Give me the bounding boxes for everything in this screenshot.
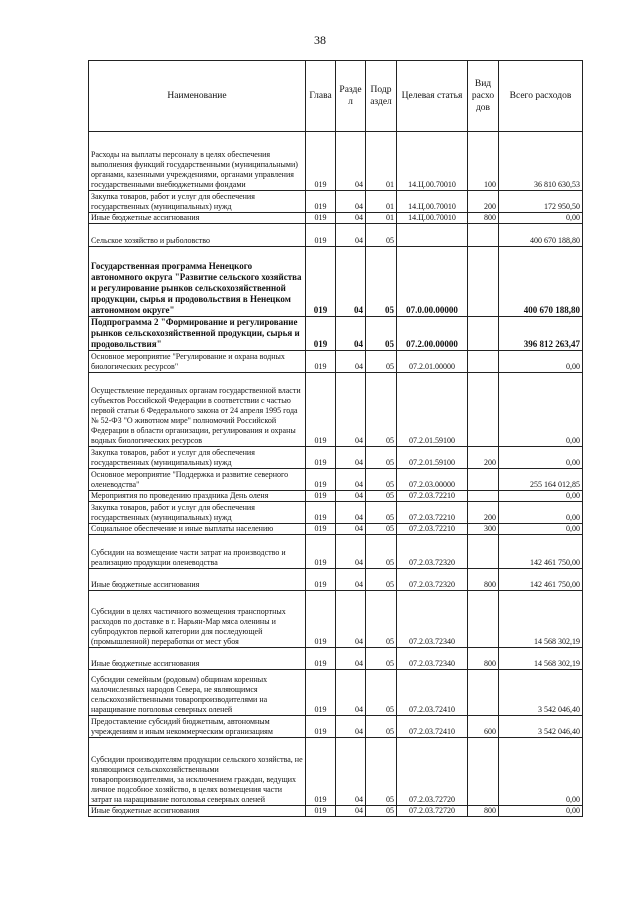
cell-vid: 800	[468, 648, 499, 670]
cell-total: 3 542 046,40	[499, 716, 583, 738]
cell-total: 0,00	[499, 351, 583, 373]
table-row	[89, 317, 583, 351]
cell-glava: 019	[306, 213, 336, 224]
cell-name: Основное мероприятие "Регулирование и охрана водных биологических ресурсов"	[89, 351, 306, 373]
cell-total: 0,00	[499, 524, 583, 535]
cell-glava: 019	[306, 648, 336, 670]
budget-table	[88, 60, 583, 817]
header-total: Всего расходов	[499, 61, 583, 132]
cell-total: 0,00	[499, 738, 583, 806]
cell-razdel: 04	[336, 535, 366, 569]
cell-name: Осуществление переданных органам государственной власти субъектов Российской Федерации в соответствии с частью первой статьи 6 Федерального закона от 24 апреля 1995 года № 52-ФЗ "О животном мире" полномочий Российской Федерации в области организации, регулирования и охраны водных биологических ресурсов	[89, 373, 306, 447]
cell-total: 400 670 188,80	[499, 224, 583, 247]
cell-podrazdel: 05	[366, 535, 397, 569]
cell-target	[397, 224, 468, 247]
header-glava: Глава	[306, 61, 336, 132]
table-row	[89, 738, 583, 806]
cell-name: Закупка товаров, работ и услуг для обеспечения государственных (муниципальных) нужд	[89, 502, 306, 524]
cell-target: 07.2.03.72340	[397, 591, 468, 648]
cell-total: 142 461 750,00	[499, 535, 583, 569]
table-row	[89, 132, 583, 191]
cell-target: 07.2.01.59100	[397, 373, 468, 447]
cell-razdel: 04	[336, 670, 366, 716]
table-row	[89, 191, 583, 213]
table-row	[89, 491, 583, 502]
table-row	[89, 373, 583, 447]
table-row	[89, 502, 583, 524]
cell-glava: 019	[306, 591, 336, 648]
cell-name: Субсидии на возмещение части затрат на производство и реализацию продукции оленеводства	[89, 535, 306, 569]
cell-podrazdel: 05	[366, 569, 397, 591]
cell-podrazdel: 05	[366, 806, 397, 817]
cell-razdel: 04	[336, 738, 366, 806]
table-row	[89, 469, 583, 491]
cell-razdel: 04	[336, 191, 366, 213]
cell-total: 3 542 046,40	[499, 670, 583, 716]
cell-name: Предоставление субсидий бюджетным, автономным учреждениям и иным некоммерческим организациям	[89, 716, 306, 738]
cell-razdel: 04	[336, 524, 366, 535]
cell-total: 14 568 302,19	[499, 591, 583, 648]
cell-podrazdel: 05	[366, 502, 397, 524]
cell-target: 07.2.03.72340	[397, 648, 468, 670]
cell-glava: 019	[306, 806, 336, 817]
cell-glava: 019	[306, 247, 336, 317]
table-row	[89, 351, 583, 373]
table-row	[89, 247, 583, 317]
cell-target: 07.2.03.72720	[397, 738, 468, 806]
cell-name: Закупка товаров, работ и услуг для обеспечения государственных (муниципальных) нужд	[89, 447, 306, 469]
cell-razdel: 04	[336, 317, 366, 351]
cell-vid	[468, 469, 499, 491]
cell-razdel: 04	[336, 491, 366, 502]
cell-name: Мероприятия по проведению праздника День оленя	[89, 491, 306, 502]
cell-total: 0,00	[499, 806, 583, 817]
cell-target: 07.2.03.72210	[397, 524, 468, 535]
cell-podrazdel: 05	[366, 491, 397, 502]
cell-razdel: 04	[336, 247, 366, 317]
table-row	[89, 591, 583, 648]
cell-target: 07.2.03.72410	[397, 716, 468, 738]
cell-name: Субсидии производителям продукции сельского хозяйства, не являющимся сельскохозяйственными товаропроизводителями, за исключением граждан, ведущих личное подсобное хозяйство, в целях возмещения части затрат на наращивание поголовья северных оленей	[89, 738, 306, 806]
cell-target: 07.2.03.72410	[397, 670, 468, 716]
cell-podrazdel: 05	[366, 524, 397, 535]
cell-glava: 019	[306, 373, 336, 447]
cell-target: 07.2.00.00000	[397, 317, 468, 351]
cell-razdel: 04	[336, 351, 366, 373]
cell-razdel: 04	[336, 373, 366, 447]
cell-glava: 019	[306, 670, 336, 716]
cell-glava: 019	[306, 317, 336, 351]
cell-total: 172 950,50	[499, 191, 583, 213]
cell-podrazdel: 05	[366, 670, 397, 716]
cell-vid: 300	[468, 524, 499, 535]
cell-podrazdel: 05	[366, 591, 397, 648]
cell-vid: 600	[468, 716, 499, 738]
cell-target: 14.Ц.00.70010	[397, 191, 468, 213]
cell-razdel: 04	[336, 806, 366, 817]
cell-podrazdel: 01	[366, 191, 397, 213]
cell-podrazdel: 01	[366, 132, 397, 191]
cell-vid	[468, 224, 499, 247]
header-podrazdel: Подр аздел	[366, 61, 397, 132]
table-row	[89, 648, 583, 670]
table-row	[89, 524, 583, 535]
cell-vid	[468, 317, 499, 351]
cell-total: 0,00	[499, 447, 583, 469]
cell-name: Иные бюджетные ассигнования	[89, 648, 306, 670]
cell-total: 36 810 630,53	[499, 132, 583, 191]
cell-total: 0,00	[499, 491, 583, 502]
cell-total: 142 461 750,00	[499, 569, 583, 591]
table-row	[89, 224, 583, 247]
cell-podrazdel: 01	[366, 213, 397, 224]
table-row	[89, 670, 583, 716]
cell-vid	[468, 591, 499, 648]
cell-total: 255 164 012,85	[499, 469, 583, 491]
cell-razdel: 04	[336, 716, 366, 738]
cell-glava: 019	[306, 191, 336, 213]
cell-name: Субсидии в целях частичного возмещения транспортных расходов по доставке в г. Нарьян-Мар мяса оленины и субпродуктов первой категории для последующей (промышленной) переработки от мест убоя	[89, 591, 306, 648]
cell-target: 07.2.01.00000	[397, 351, 468, 373]
cell-name: Сельское хозяйство и рыболовство	[89, 224, 306, 247]
header-vid: Вид расхо дов	[468, 61, 499, 132]
table-row	[89, 213, 583, 224]
cell-podrazdel: 05	[366, 224, 397, 247]
cell-glava: 019	[306, 716, 336, 738]
table-body	[89, 132, 583, 817]
cell-glava: 019	[306, 535, 336, 569]
cell-target: 07.2.03.72210	[397, 502, 468, 524]
table-row	[89, 806, 583, 817]
cell-glava: 019	[306, 351, 336, 373]
cell-podrazdel: 05	[366, 317, 397, 351]
cell-podrazdel: 05	[366, 351, 397, 373]
header-row	[89, 61, 583, 132]
cell-razdel: 04	[336, 132, 366, 191]
table-row	[89, 535, 583, 569]
cell-name: Закупка товаров, работ и услуг для обеспечения государственных (муниципальных) нужд	[89, 191, 306, 213]
cell-target: 07.2.03.72720	[397, 806, 468, 817]
cell-glava: 019	[306, 132, 336, 191]
cell-razdel: 04	[336, 213, 366, 224]
cell-total: 0,00	[499, 213, 583, 224]
cell-vid: 800	[468, 569, 499, 591]
cell-name: Государственная программа Ненецкого автономного округа "Развитие сельского хозяйства и регулирование рынков сельскохозяйственной продукции, сырья и продовольствия в Ненецком автономном округе"	[89, 247, 306, 317]
cell-glava: 019	[306, 469, 336, 491]
cell-vid: 800	[468, 213, 499, 224]
cell-podrazdel: 05	[366, 447, 397, 469]
cell-glava: 019	[306, 224, 336, 247]
cell-name: Иные бюджетные ассигнования	[89, 569, 306, 591]
cell-vid: 200	[468, 502, 499, 524]
cell-razdel: 04	[336, 224, 366, 247]
cell-target: 07.2.03.72210	[397, 491, 468, 502]
header-name: Наименование	[89, 61, 306, 132]
cell-name: Расходы на выплаты персоналу в целях обеспечения выполнения функций государственными (муниципальными) органами, казенными учреждениями, органами управления государственными внебюджетными фондами	[89, 132, 306, 191]
cell-podrazdel: 05	[366, 738, 397, 806]
header-target: Целевая статья	[397, 61, 468, 132]
cell-target: 07.2.03.72320	[397, 569, 468, 591]
page-number: 38	[314, 33, 326, 47]
table-row	[89, 716, 583, 738]
cell-name: Подпрограмма 2 "Формирование и регулирование рынков сельскохозяйственной продукции, сырья и продовольствия"	[89, 317, 306, 351]
cell-razdel: 04	[336, 569, 366, 591]
cell-podrazdel: 05	[366, 716, 397, 738]
cell-razdel: 04	[336, 648, 366, 670]
cell-total: 396 812 263,47	[499, 317, 583, 351]
cell-vid: 200	[468, 191, 499, 213]
cell-podrazdel: 05	[366, 648, 397, 670]
cell-name: Основное мероприятие "Поддержка и развитие северного оленеводства"	[89, 469, 306, 491]
table-row	[89, 447, 583, 469]
cell-podrazdel: 05	[366, 469, 397, 491]
cell-vid: 200	[468, 447, 499, 469]
cell-vid: 800	[468, 806, 499, 817]
cell-name: Субсидии семейным (родовым) общинам коренных малочисленных народов Севера, не являющимся сельскохозяйственными товаропроизводителями на наращивание поголовья северных оленей	[89, 670, 306, 716]
cell-target: 07.2.01.59100	[397, 447, 468, 469]
cell-target: 14.Ц.00.70010	[397, 132, 468, 191]
cell-podrazdel: 05	[366, 247, 397, 317]
cell-target: 07.2.03.00000	[397, 469, 468, 491]
cell-total: 14 568 302,19	[499, 648, 583, 670]
cell-glava: 019	[306, 524, 336, 535]
cell-total: 0,00	[499, 373, 583, 447]
cell-glava: 019	[306, 447, 336, 469]
cell-name: Иные бюджетные ассигнования	[89, 213, 306, 224]
table-row	[89, 569, 583, 591]
cell-vid: 100	[468, 132, 499, 191]
cell-glava: 019	[306, 491, 336, 502]
cell-target: 07.2.03.72320	[397, 535, 468, 569]
cell-vid	[468, 351, 499, 373]
cell-vid	[468, 738, 499, 806]
cell-podrazdel: 05	[366, 373, 397, 447]
cell-target: 07.0.00.00000	[397, 247, 468, 317]
cell-glava: 019	[306, 502, 336, 524]
header-razdel: Разде л	[336, 61, 366, 132]
cell-vid	[468, 247, 499, 317]
cell-vid	[468, 373, 499, 447]
cell-name: Иные бюджетные ассигнования	[89, 806, 306, 817]
cell-glava: 019	[306, 738, 336, 806]
cell-glava: 019	[306, 569, 336, 591]
cell-razdel: 04	[336, 447, 366, 469]
cell-total: 400 670 188,80	[499, 247, 583, 317]
cell-razdel: 04	[336, 469, 366, 491]
cell-total: 0,00	[499, 502, 583, 524]
cell-vid	[468, 535, 499, 569]
cell-vid	[468, 670, 499, 716]
cell-target: 14.Ц.00.70010	[397, 213, 468, 224]
cell-vid	[468, 491, 499, 502]
cell-razdel: 04	[336, 502, 366, 524]
cell-razdel: 04	[336, 591, 366, 648]
cell-name: Социальное обеспечение и иные выплаты населению	[89, 524, 306, 535]
